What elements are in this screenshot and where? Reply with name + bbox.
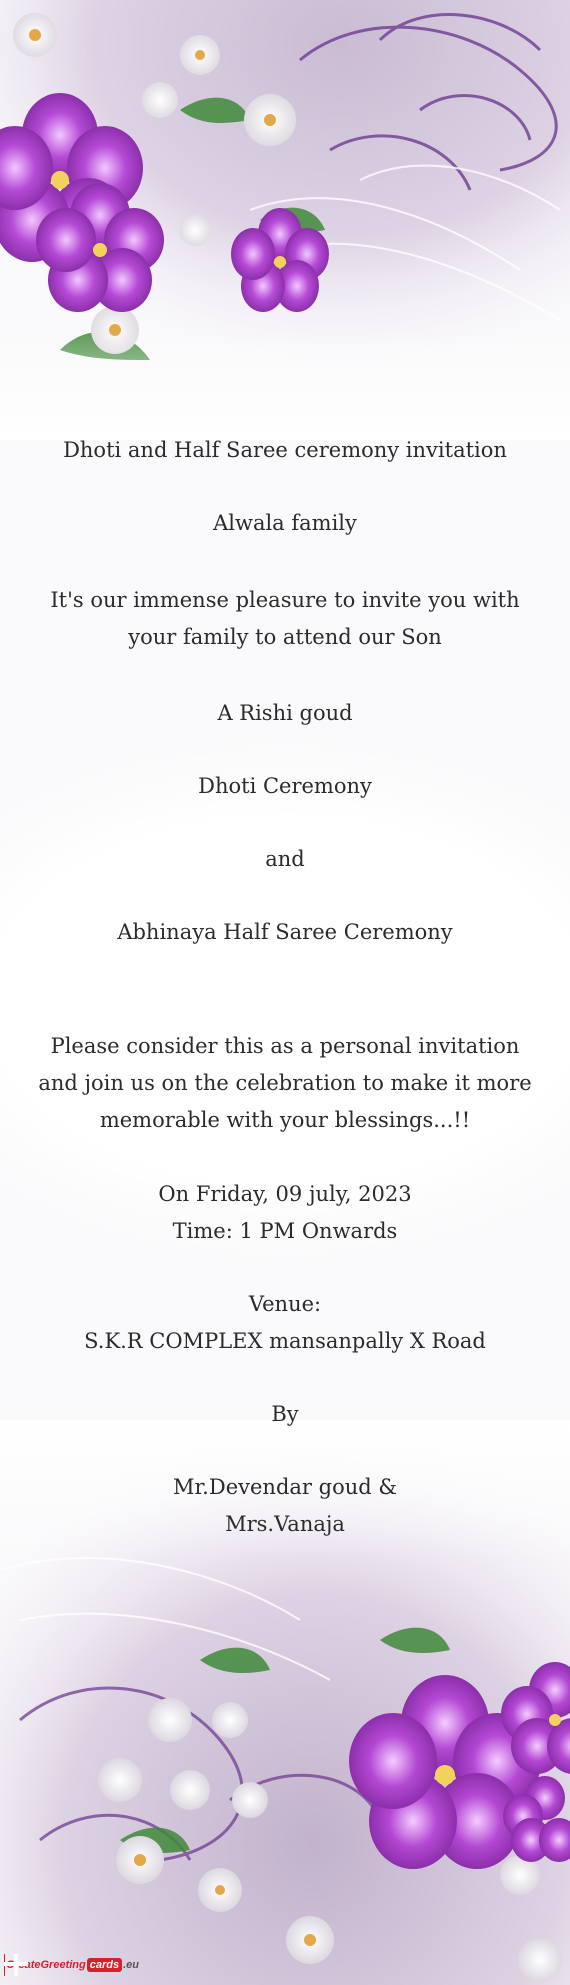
- venue-address: S.K.R COMPLEX mansanpally X Road: [84, 1329, 486, 1353]
- by-label: By: [271, 1402, 299, 1426]
- top-floral-decoration: [0, 0, 570, 440]
- createGreetingCards-logo[interactable]: [4, 1950, 139, 1980]
- host-one: Mr.Devendar goud &: [172, 1475, 398, 1499]
- family-name: Alwala family: [213, 511, 357, 535]
- invitation-message: It's our immense pleasure to invite you with your family to attend our Son: [50, 588, 520, 649]
- ceremony-two: Abhinaya Half Saree Ceremony: [117, 920, 453, 944]
- venue-label: Venue:: [248, 1292, 322, 1316]
- invitation-request: Please consider this as a personal invitation and join us on the celebration to make it more memorable with your blessings...!!: [38, 1034, 532, 1132]
- event-time: Time: 1 PM Onwards: [172, 1219, 398, 1243]
- conjunction-text: and: [265, 847, 305, 871]
- event-date: On Friday, 09 july, 2023: [158, 1182, 412, 1206]
- logo-text-main: CreateGreeting: [6, 1959, 86, 1971]
- host-two: Mrs.Vanaja: [225, 1512, 345, 1536]
- logo-text-cards: cards: [87, 1958, 122, 1972]
- ceremony-one: Dhoti Ceremony: [198, 774, 372, 798]
- logo-text-domain: .eu: [123, 1959, 139, 1971]
- honoree-name: A Rishi goud: [217, 701, 353, 725]
- invitation-title: Dhoti and Half Saree ceremony invitation: [63, 438, 507, 462]
